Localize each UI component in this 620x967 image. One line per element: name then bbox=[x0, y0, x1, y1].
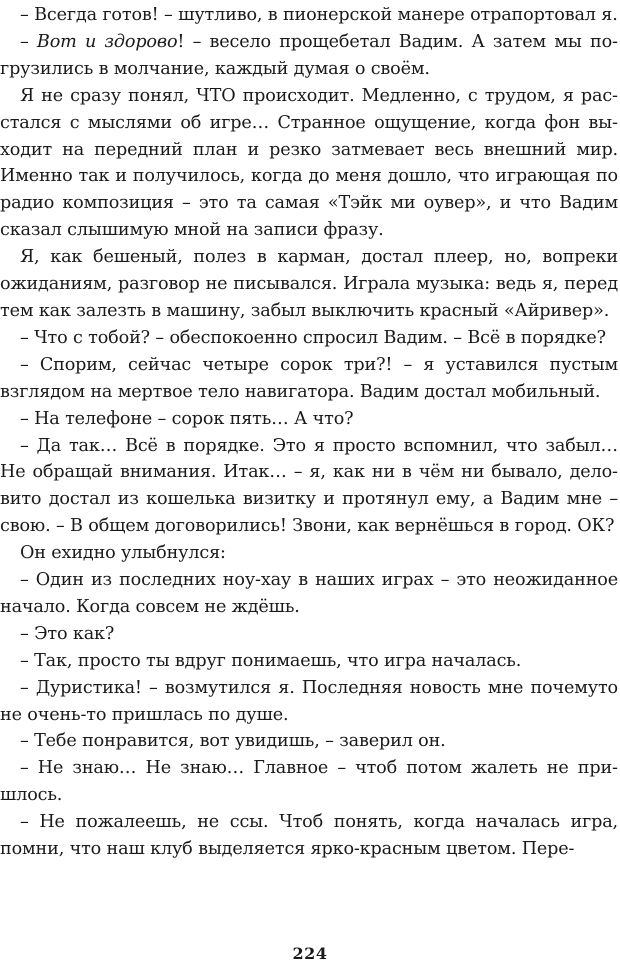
paragraph: – Так, просто ты вдруг понимаешь, что игра началась. bbox=[20, 650, 522, 671]
paragraph: – На телефоне – сорок пять… А что? bbox=[20, 408, 354, 429]
page-text-body bbox=[0, 2, 618, 863]
paragraph bbox=[0, 29, 618, 83]
page-number: 224 bbox=[292, 944, 328, 963]
paragraph: – Всегда готов! – шутливо, в пионерской манере отрапортовал я. bbox=[20, 5, 618, 25]
paragraph: – Что с тобой? – обеспокоенно спросил Вадим. – Всё в порядке? bbox=[20, 327, 606, 348]
paragraph: Я, как бешеный, полез в карман, достал плеер, но, вопреки ожиданиям, разговор не писывался. Играла музыка: ведь я, перед тем как залезть в машину, забыл выключить красный «Айривер». bbox=[0, 247, 618, 321]
paragraph: – Дуристика! – возмутился я. Последняя новость мне почемуто не очень-то пришлась по душе. bbox=[0, 677, 618, 725]
paragraph: – Тебе понравится, вот увидишь, – заверил он. bbox=[20, 731, 446, 752]
paragraph-rest: ! – весело прощебетал Вадим. А затем мы погрузились в молчание, каждый думая о своём. bbox=[0, 31, 618, 79]
paragraph-italic-prefix: – Вот и здорово bbox=[20, 31, 178, 52]
paragraph: – Один из последних ноу-хау в наших играх – это неожиданное начало. Когда совсем не ждёшь. bbox=[0, 570, 618, 617]
paragraph: – Это как? bbox=[20, 623, 115, 644]
paragraph: Он ехидно улыбнулся: bbox=[20, 543, 226, 564]
paragraph: – Не знаю… Не знаю… Главное – чтоб потом жалеть не пришлось. bbox=[0, 758, 618, 806]
paragraph: – Не пожалеешь, не ссы. Чтоб понять, когда началась игра, помни, что наш клуб выделяется ярко-красным цветом. Пере- bbox=[0, 812, 618, 860]
paragraph: Я не сразу понял, ЧТО происходит. Медленно, с трудом, я расстался с мыслями об игре… Странное ощущение, когда фон выходит на передний план и резко затмевает весь внешний мир. Именно так и получилось, когда до меня дошло, что играющая по радио композиция – это та самая «Тэйк ми оувер», и что Вадим сказал слышимую мной на записи фразу. bbox=[0, 85, 618, 241]
paragraph: – Да так… Всё в порядке. Это я просто вспомнил, что забыл… Не обращай внимания. Итак… – я, как ни в чём ни бывало, деловито достал из кошелька визитку и протянул ему, а Вадим мне – свою. – В общем договорились! Звони, как вернёшься в город. ОК? bbox=[0, 435, 618, 537]
paragraph: – Спорим, сейчас четыре сорок три?! – я уставился пустым взглядом на мертвое тело навигатора. Вадим достал мобильный. bbox=[0, 354, 618, 402]
